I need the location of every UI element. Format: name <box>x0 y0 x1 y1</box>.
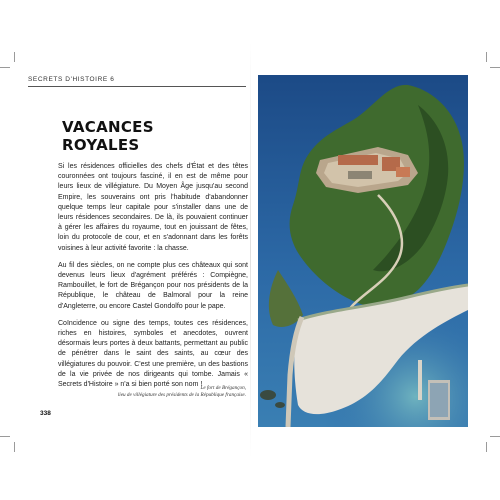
paragraph: Au fil des siècles, on ne compte plus ces châteaux qui sont devenus leurs lieux d'agrément préférés : Compiègne, Rambouillet, le fort de Brégançon pour nos présidents de la République, le château de Balmoral pour la reine d'Angleterre, ou encore Castel Gondolfo pour le pape. <box>58 261 248 310</box>
article-body <box>58 162 248 397</box>
rock <box>275 402 285 408</box>
crop-mark <box>0 436 10 437</box>
crop-mark <box>486 52 487 62</box>
rock <box>260 390 276 400</box>
crop-mark <box>490 436 500 437</box>
crop-mark <box>14 52 15 62</box>
pier <box>418 360 422 400</box>
header-rule <box>28 86 246 87</box>
paragraph: Coïncidence ou signe des temps, toutes ces résidences, riches en histoires, symboles et anecdotes, ouvrent désormais leurs portes à deux battants, permettant au public de pénétrer dans le saint des saints, au cœur des villégiatures du pouvoir. C'est une première, un des bastions de la vie privée de nos dirigeants qui tombe. Jamais « Secrets d'Histoire » n'a si bien porté son nom ! <box>58 319 248 389</box>
page-number: 338 <box>40 410 51 417</box>
crop-mark <box>490 67 500 68</box>
paragraph: Si les résidences officielles des chefs d'État et des têtes couronnées ont toujours fasciné, il en est de même pour leurs lieux de villégiature. Du Moyen Âge jusqu'au second Empire, les souverains ont pris l'habitude d'abandonner quelque temps leur capitale pour s'installer dans une de leurs résidences secondaires. De là, ils pouvaient continuer à gérer les affaires du royaume, tout en jouissant de fêtes, loin du protocole de cour, et en s'adonnant dans les forêts voisines à leur activité favorite : la chasse. <box>58 163 248 252</box>
book-gutter <box>250 40 251 460</box>
photo-caption <box>90 385 246 399</box>
aerial-photo <box>258 75 468 427</box>
crop-mark <box>14 442 15 452</box>
page-title: VACANCES ROYALES <box>62 118 154 154</box>
running-head: SECRETS D'HISTOIRE 6 <box>28 76 115 83</box>
crop-mark <box>0 67 10 68</box>
boathouse-roof <box>430 383 448 417</box>
photo-illustration <box>258 75 468 427</box>
caption-line: Le fort de Brégançon, <box>200 385 246 391</box>
crop-mark <box>486 442 487 452</box>
caption-line: lieu de villégiature des présidents de la République française. <box>117 392 246 398</box>
